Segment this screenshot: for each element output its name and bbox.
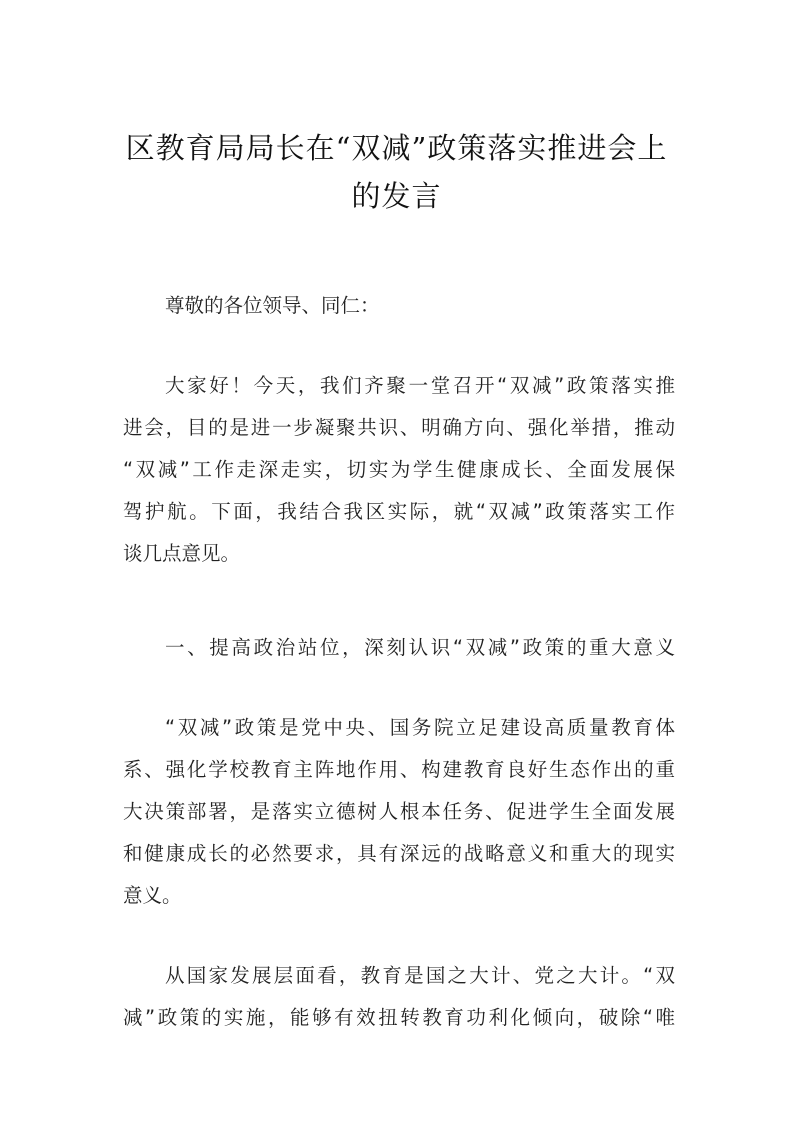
paragraph-line: 系、强化学校教育主阵地作用、构建教育良好生态作出的重	[123, 758, 675, 781]
paragraph-line: 大家好！今天，我们齐聚一堂召开“双减”政策落实推	[165, 374, 675, 397]
paragraph-line: “双减”工作走深走实，切实为学生健康成长、全面发展保	[123, 458, 675, 481]
section-heading-1: 一、提高政治站位，深刻认识“双减”政策的重大意义	[165, 636, 675, 659]
paragraph-line: “双减”政策是党中央、国务院立足建设高质量教育体	[165, 716, 675, 739]
paragraph-line: 从国家发展层面看，教育是国之大计、党之大计。“双	[165, 964, 675, 987]
document-title-line-1: 区教育局局长在“双减”政策落实推进会上	[125, 131, 668, 165]
document-title-line-2: 的发言	[351, 179, 442, 213]
paragraph-line: 进会，目的是进一步凝聚共识、明确方向、强化举措，推动	[123, 416, 675, 439]
paragraph-line: 驾护航。下面，我结合我区实际，就“双减”政策落实工作	[123, 500, 675, 523]
paragraph-line: 意义。	[123, 884, 182, 907]
paragraph-line: 减”政策的实施，能够有效扭转教育功利化倾向，破除“唯	[123, 1006, 675, 1029]
paragraph-line: 和健康成长的必然要求，具有深远的战略意义和重大的现实	[123, 842, 675, 865]
greeting: 尊敬的各位领导、同仁：	[165, 294, 380, 317]
paragraph-line: 谈几点意见。	[123, 542, 241, 565]
paragraph-line: 大决策部署，是落实立德树人根本任务、促进学生全面发展	[123, 800, 675, 823]
